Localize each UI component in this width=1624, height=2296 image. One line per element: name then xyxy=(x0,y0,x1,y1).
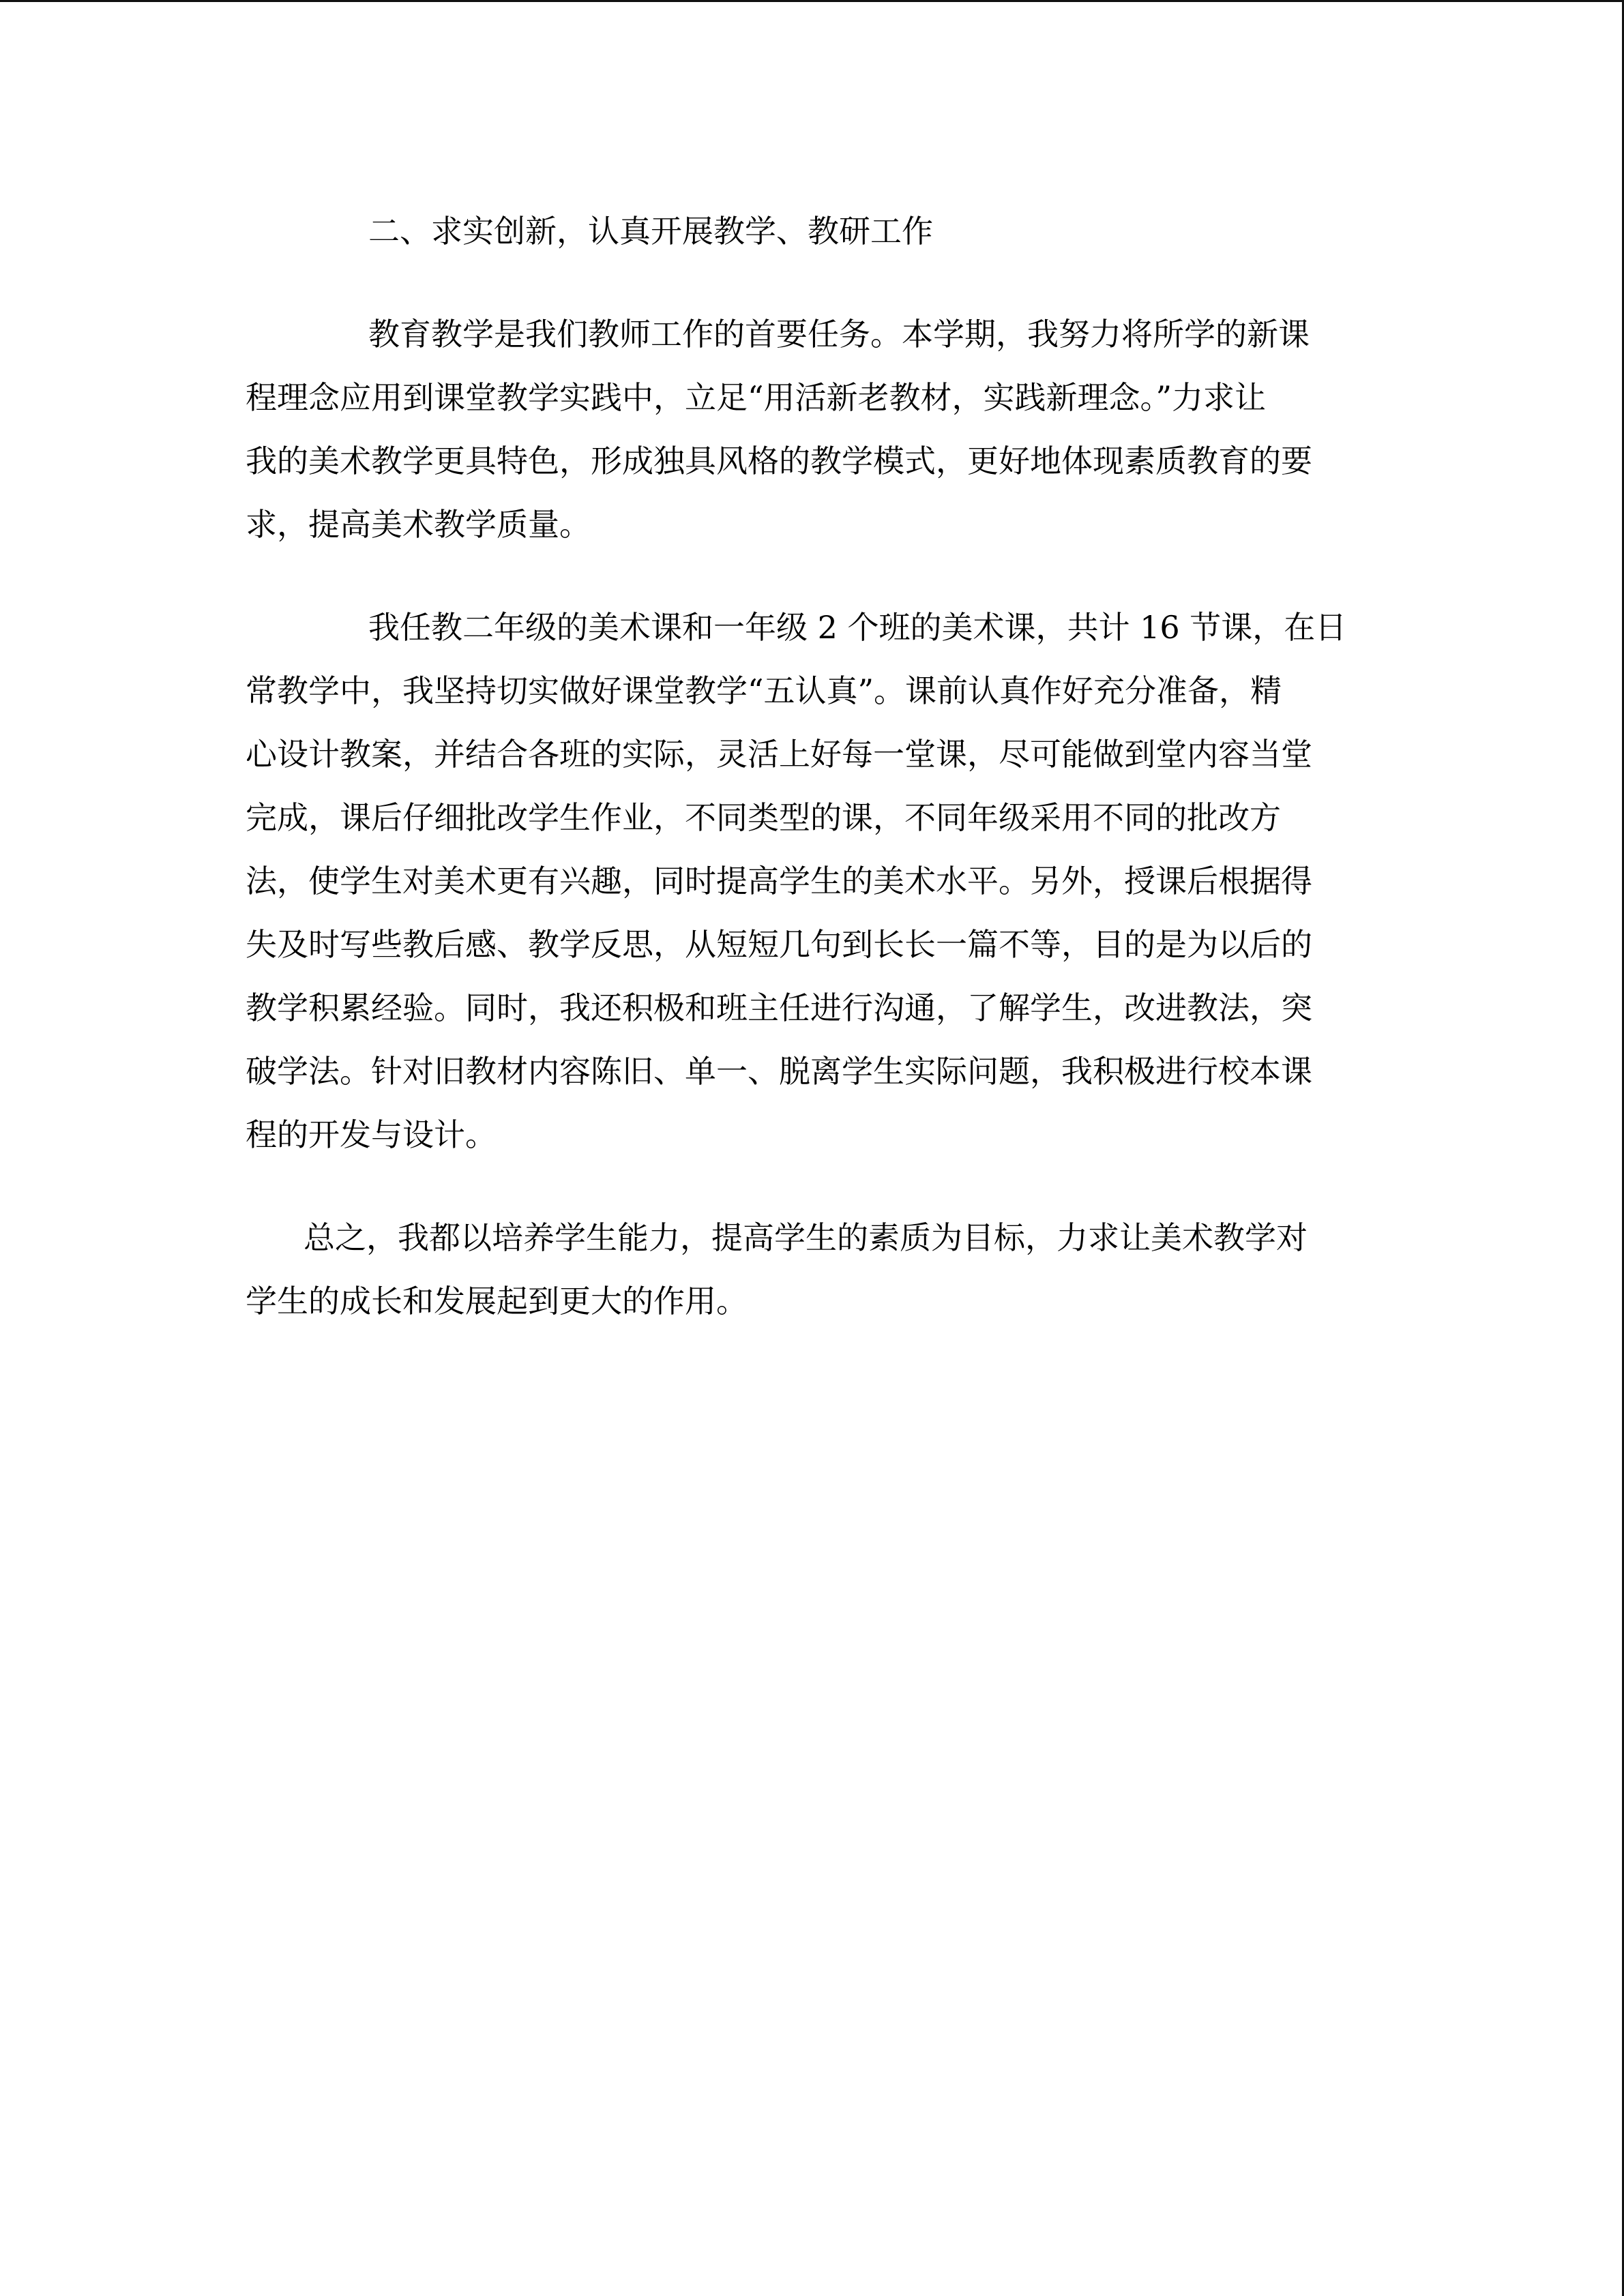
paragraph-teaching-task xyxy=(246,303,1364,556)
paragraph-line: 心设计教案，并结合各班的实际，灵活上好每一堂课，尽可能做到堂内容当堂 xyxy=(246,736,1312,773)
paragraph-line: 程的开发与设计。 xyxy=(246,1116,497,1153)
paragraph-gap xyxy=(246,263,1364,303)
paragraph-line: 学生的成长和发展起到更大的作用。 xyxy=(246,1283,748,1320)
paragraph-line: 完成，课后仔细批改学生作业，不同类型的课，不同年级采用不同的批改方 xyxy=(246,799,1281,836)
paragraph-line: 我任教二年级的美术课和一年级 2 个班的美术课，共计 16 节课，在日 xyxy=(368,609,1347,646)
paragraph-line: 程理念应用到课堂教学实践中，立足“用活新老教材，实践新理念。”力求让 xyxy=(246,379,1267,416)
paragraph-line: 教育教学是我们教师工作的首要任务。本学期，我努力将所学的新课 xyxy=(368,316,1310,353)
paragraph-line: 求，提高美术教学质量。 xyxy=(246,506,591,543)
section-heading: 二、求实创新，认真开展教学、教研工作 xyxy=(368,213,933,250)
paragraph-gap xyxy=(246,556,1364,596)
paragraph-line: 常教学中，我坚持切实做好课堂教学“五认真”。课前认真作好充分准备，精 xyxy=(246,672,1282,709)
paragraph-gap xyxy=(246,1167,1364,1206)
paragraph-line: 总之，我都以培养学生能力，提高学生的素质为目标，力求让美术教学对 xyxy=(304,1219,1308,1256)
paragraph-line: 法，使学生对美术更有兴趣，同时提高学生的美术水平。另外，授课后根据得 xyxy=(246,863,1312,899)
paragraph-art-classes xyxy=(246,596,1364,1167)
document-body xyxy=(246,200,1364,1333)
paragraph-line: 我的美术教学更具特色，形成独具风格的教学模式，更好地体现素质教育的要 xyxy=(246,443,1312,479)
paragraph-line: 失及时写些教后感、教学反思，从短短几句到长长一篇不等，目的是为以后的 xyxy=(246,926,1312,963)
paragraph-summary xyxy=(246,1206,1364,1333)
paragraph-line: 教学积累经验。同时，我还积极和班主任进行沟通，了解学生，改进教法，突 xyxy=(246,989,1312,1026)
paragraph-line: 破学法。针对旧教材内容陈旧、单一、脱离学生实际问题，我积极进行校本课 xyxy=(246,1053,1312,1090)
